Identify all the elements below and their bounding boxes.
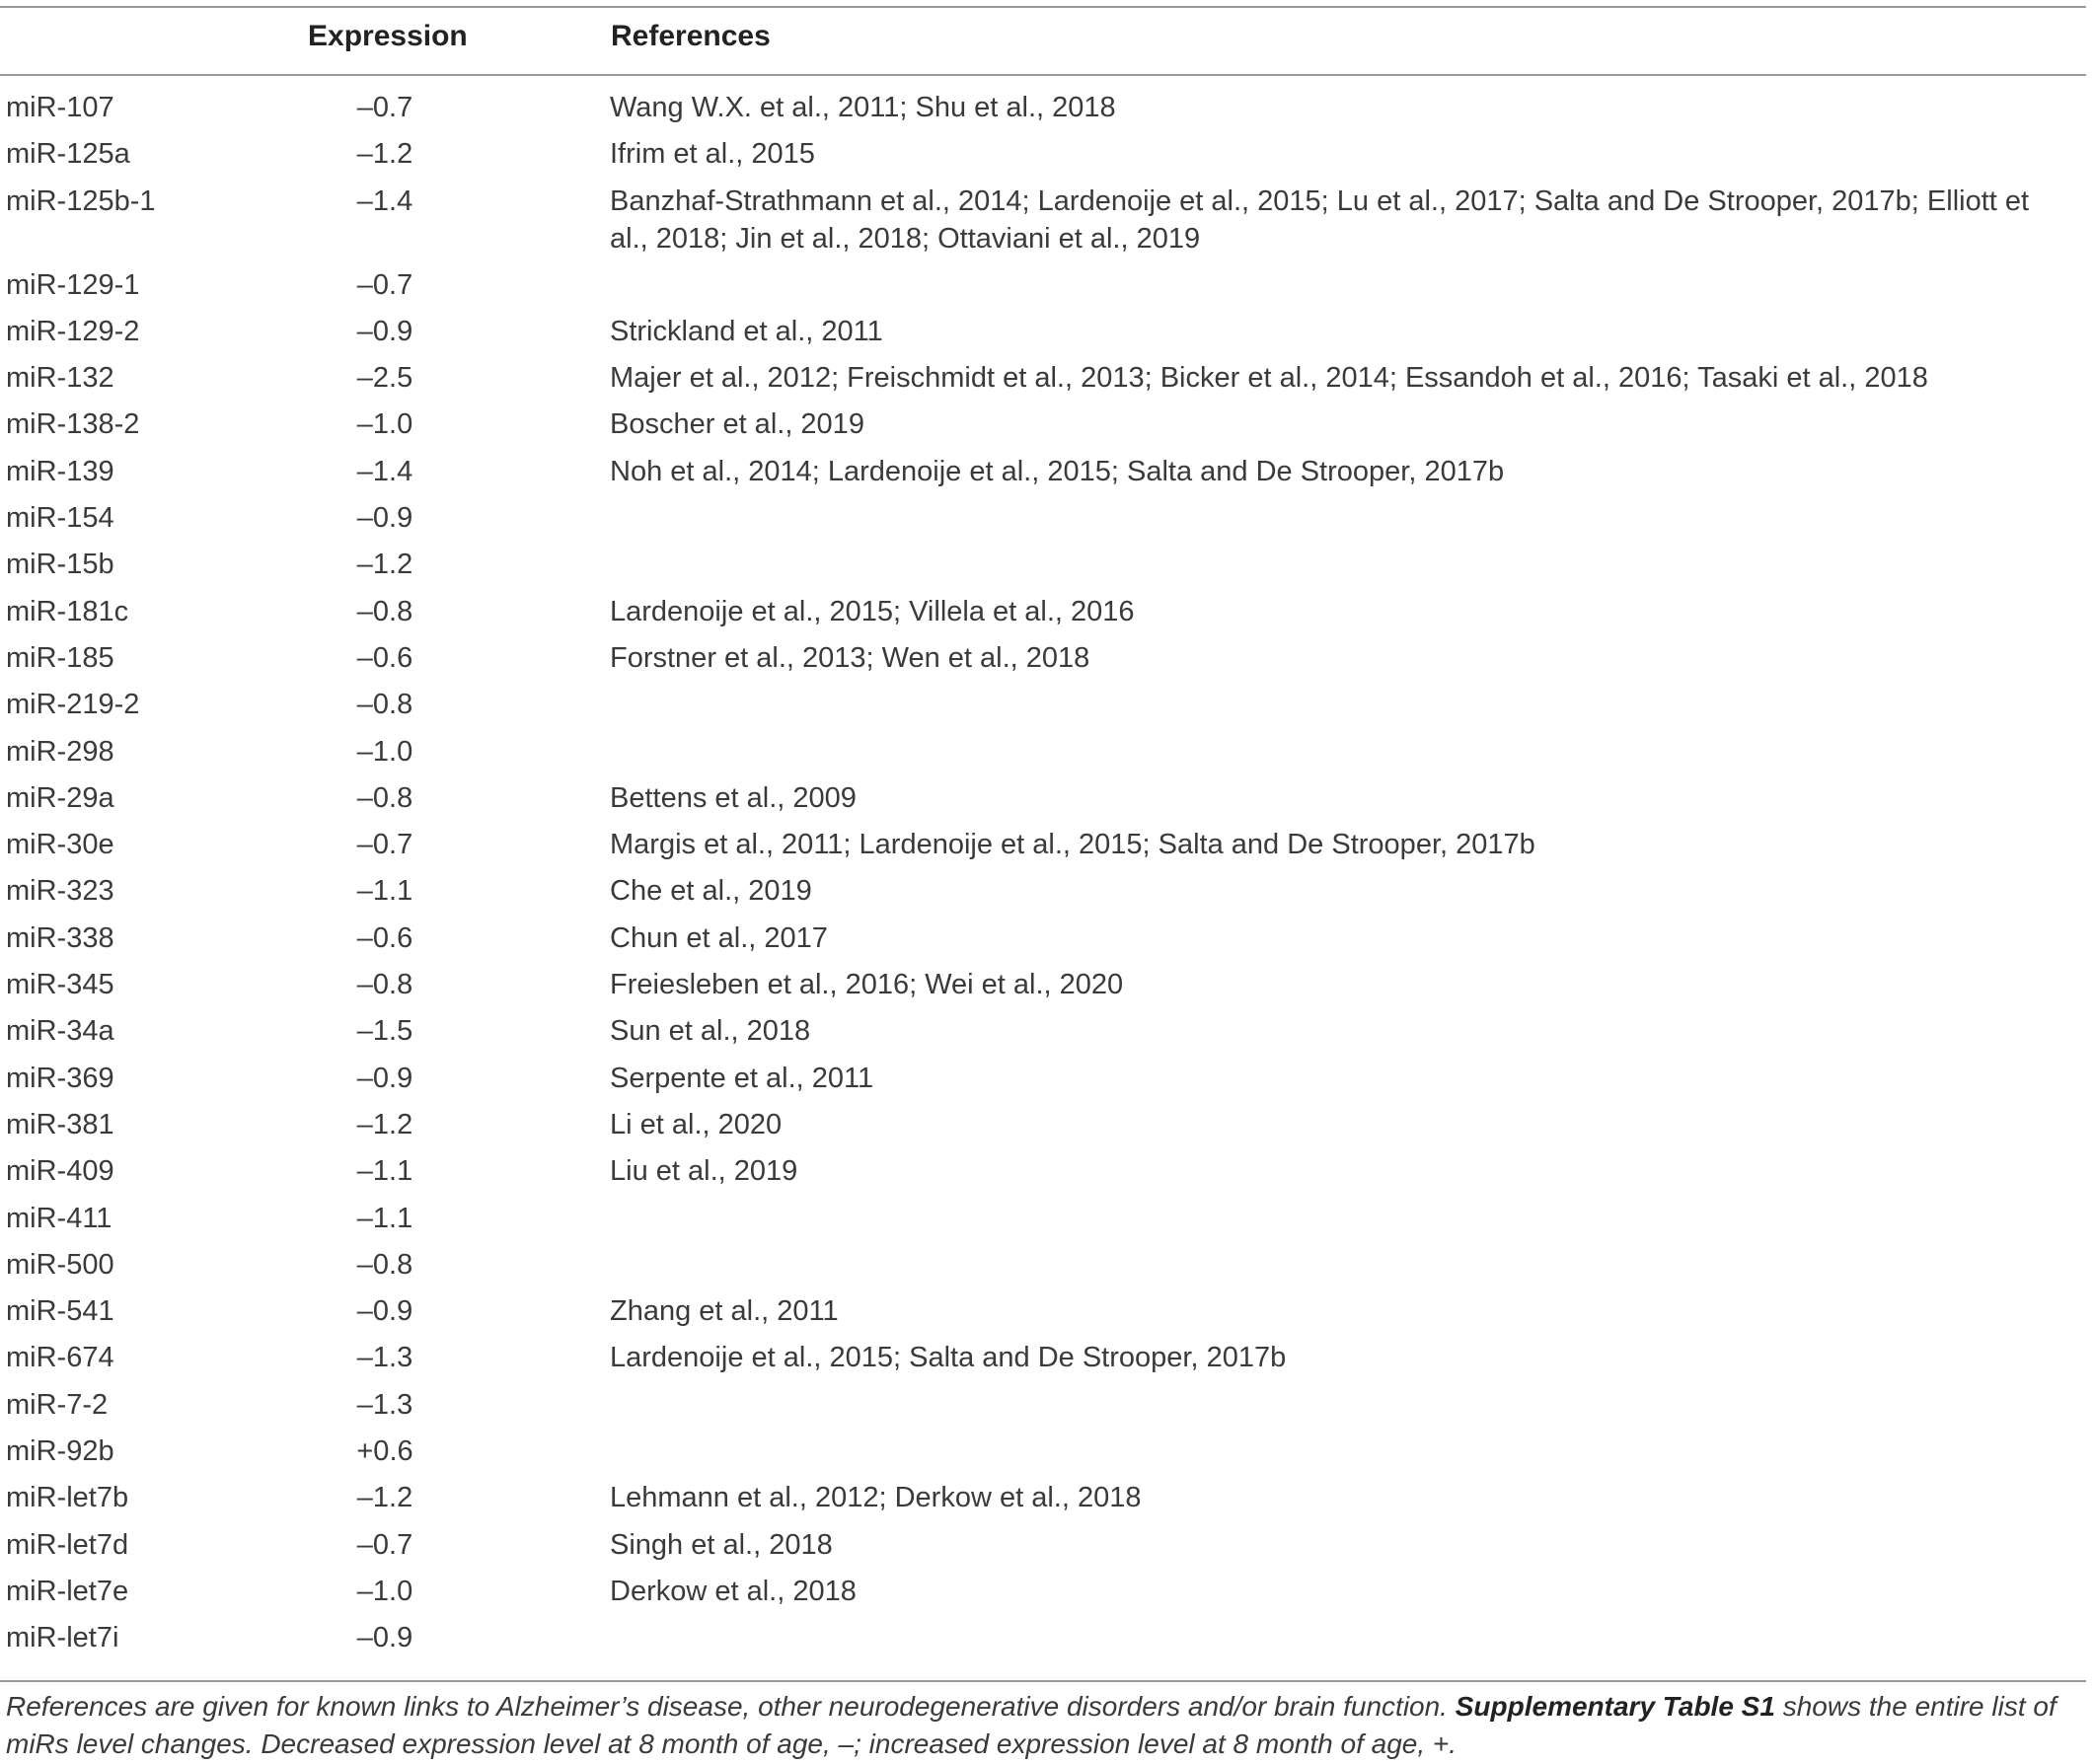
expression-cell: –1.2 — [356, 1108, 413, 1140]
expression-cell: –1.4 — [356, 455, 413, 487]
references-cell: Serpente et al., 2011 — [610, 1062, 874, 1094]
table-row — [0, 135, 2093, 182]
table-row — [0, 1106, 2093, 1152]
table-row — [0, 1292, 2093, 1339]
table-row — [0, 733, 2093, 779]
mirna-name-cell: miR-30e — [6, 829, 114, 861]
expression-cell: –0.6 — [356, 921, 413, 954]
mirna-name-cell: miR-345 — [6, 969, 114, 1001]
table-bottom-rule — [0, 1680, 2086, 1682]
references-cell: Forstner et al., 2013; Wen et al., 2018 — [610, 641, 1090, 674]
table-row — [0, 1012, 2093, 1059]
references-cell: Lardenoije et al., 2015; Salta and De Strooper, 2017b — [610, 1342, 1287, 1374]
table-footnote — [6, 1688, 2088, 1763]
references-cell: Liu et al., 2019 — [610, 1155, 798, 1188]
table-row — [0, 779, 2093, 826]
table-row — [0, 1060, 2093, 1106]
mirna-name-cell: miR-500 — [6, 1248, 114, 1281]
mirna-name-cell: miR-219-2 — [6, 689, 140, 721]
expression-cell: –0.8 — [356, 969, 413, 1001]
footnote-text-2: shows the entire list of miRs level changes. Decreased expression level at 8 month of age, –; increased expression level at 8 month of age, +. — [6, 1691, 2056, 1759]
expression-cell: –0.7 — [356, 829, 413, 861]
table-row — [0, 1573, 2093, 1619]
mirna-name-cell: miR-185 — [6, 641, 114, 674]
table-row — [0, 359, 2093, 405]
mirna-name-cell: miR-15b — [6, 549, 114, 581]
footnote-supplementary-link: Supplementary Table S1 — [1455, 1691, 1775, 1722]
table-row — [0, 1200, 2093, 1246]
references-cell: Zhang et al., 2011 — [610, 1295, 839, 1328]
mirna-name-cell: miR-323 — [6, 875, 114, 908]
table-row — [0, 1246, 2093, 1292]
table-header-rule — [0, 74, 2086, 76]
references-cell: Wang W.X. et al., 2011; Shu et al., 2018 — [610, 92, 1116, 123]
expression-cell: –0.8 — [356, 1248, 413, 1281]
expression-cell: –0.9 — [356, 1295, 413, 1328]
expression-cell: –0.7 — [356, 268, 413, 301]
table-row — [0, 313, 2093, 359]
references-cell: Derkow et al., 2018 — [610, 1575, 857, 1607]
table-row — [0, 919, 2093, 966]
expression-cell: –1.0 — [356, 408, 413, 441]
table-row — [0, 89, 2093, 135]
expression-cell: –1.3 — [356, 1388, 413, 1421]
table-row — [0, 453, 2093, 499]
expression-cell: –0.9 — [356, 1062, 413, 1094]
expression-cell: –1.1 — [356, 1202, 413, 1234]
mirna-name-cell: miR-541 — [6, 1295, 114, 1328]
mirna-name-cell: miR-154 — [6, 502, 114, 535]
expression-cell: –0.7 — [356, 1528, 413, 1561]
table-row — [0, 405, 2093, 452]
table-row — [0, 1433, 2093, 1479]
expression-cell: –1.4 — [356, 184, 413, 217]
expression-cell: –1.1 — [356, 875, 413, 908]
expression-cell: –1.2 — [356, 138, 413, 171]
references-cell: Noh et al., 2014; Lardenoije et al., 2015; Salta and De Strooper, 2017b — [610, 455, 1505, 487]
table-row — [0, 499, 2093, 546]
references-cell: Bettens et al., 2009 — [610, 781, 857, 814]
expression-cell: –0.6 — [356, 641, 413, 674]
header-references: References — [611, 20, 771, 52]
expression-cell: –2.5 — [356, 362, 413, 395]
table-row — [0, 546, 2093, 592]
expression-cell: –0.8 — [356, 595, 413, 627]
mirna-name-cell: miR-411 — [6, 1202, 112, 1234]
mirna-name-cell: miR-369 — [6, 1062, 114, 1094]
expression-cell: –1.2 — [356, 549, 413, 581]
mirna-name-cell: miR-107 — [6, 92, 114, 123]
mirna-name-cell: miR-let7i — [6, 1622, 119, 1654]
footnote-text-1: References are given for known links to Alzheimer’s disease, other neurodegenerative disorders and/or brain function. — [6, 1691, 1456, 1722]
mirna-name-cell: miR-29a — [6, 781, 114, 814]
table-row — [0, 826, 2093, 872]
references-cell: Li et al., 2020 — [610, 1108, 783, 1140]
mirna-name-cell: miR-381 — [6, 1108, 114, 1140]
references-cell: Lehmann et al., 2012; Derkow et al., 2018 — [610, 1482, 1142, 1514]
mirna-name-cell: miR-674 — [6, 1342, 114, 1374]
mirna-name-cell: miR-let7d — [6, 1528, 129, 1561]
expression-cell: +0.6 — [356, 1435, 413, 1468]
table-row — [0, 966, 2093, 1012]
references-cell: Ifrim et al., 2015 — [610, 138, 815, 171]
mirna-name-cell: miR-138-2 — [6, 408, 140, 441]
table-header-row — [0, 20, 2093, 63]
references-cell: Sun et al., 2018 — [610, 1015, 811, 1048]
mirna-name-cell: miR-7-2 — [6, 1388, 109, 1421]
expression-cell: –0.9 — [356, 315, 413, 347]
mirna-name-cell: miR-let7e — [6, 1575, 129, 1607]
expression-cell: –0.8 — [356, 781, 413, 814]
mirna-name-cell: miR-129-2 — [6, 315, 140, 347]
references-cell: Lardenoije et al., 2015; Villela et al., 2016 — [610, 595, 1135, 627]
mirna-name-cell: miR-181c — [6, 595, 129, 627]
mirna-name-cell: miR-125b-1 — [6, 184, 156, 217]
table-top-rule — [0, 6, 2086, 8]
table-row — [0, 266, 2093, 313]
mirna-name-cell: miR-139 — [6, 455, 114, 487]
expression-cell: –1.2 — [356, 1482, 413, 1514]
mirna-name-cell: miR-34a — [6, 1015, 114, 1048]
expression-cell: –0.7 — [356, 92, 413, 123]
expression-cell: –1.0 — [356, 1575, 413, 1607]
expression-cell: –1.5 — [356, 1015, 413, 1048]
references-cell: Banzhaf-Strathmann et al., 2014; Lardenoije et al., 2015; Lu et al., 2017; Salta and De Strooper, 2017b; Elliott et al., 2018; Jin et al., 2018; Ottaviani et al., 2019 — [610, 184, 2030, 255]
expression-cell: –1.3 — [356, 1342, 413, 1374]
table-row — [0, 639, 2093, 686]
table-row — [0, 1152, 2093, 1199]
expression-cell: –0.9 — [356, 502, 413, 535]
references-cell: Freiesleben et al., 2016; Wei et al., 2020 — [610, 969, 1124, 1001]
references-cell: Singh et al., 2018 — [610, 1528, 833, 1561]
mirna-name-cell: miR-298 — [6, 735, 114, 768]
mirna-name-cell: miR-let7b — [6, 1482, 129, 1514]
references-cell: Chun et al., 2017 — [610, 921, 828, 954]
expression-cell: –1.0 — [356, 735, 413, 768]
table-row — [0, 183, 2093, 266]
table-row — [0, 1619, 2093, 1665]
mirna-name-cell: miR-132 — [6, 362, 114, 395]
table-row — [0, 1339, 2093, 1385]
expression-cell: –0.9 — [356, 1622, 413, 1654]
expression-cell: –0.8 — [356, 689, 413, 721]
references-cell: Majer et al., 2012; Freischmidt et al., 2013; Bicker et al., 2014; Essandoh et al., 2016; Tasaki et al., 2018 — [610, 362, 1928, 395]
references-cell: Strickland et al., 2011 — [610, 315, 883, 347]
references-cell: Boscher et al., 2019 — [610, 408, 864, 441]
table-row — [0, 686, 2093, 732]
header-expression: Expression — [308, 20, 468, 52]
mirna-name-cell: miR-338 — [6, 921, 114, 954]
mirna-name-cell: miR-92b — [6, 1435, 114, 1468]
table-row — [0, 1386, 2093, 1433]
mirna-name-cell: miR-409 — [6, 1155, 114, 1188]
table-row — [0, 1526, 2093, 1573]
table-row — [0, 1479, 2093, 1525]
references-cell: Margis et al., 2011; Lardenoije et al., 2015; Salta and De Strooper, 2017b — [610, 829, 1535, 861]
expression-cell: –1.1 — [356, 1155, 413, 1188]
table-row — [0, 872, 2093, 919]
table-body — [0, 89, 2093, 1666]
references-cell: Che et al., 2019 — [610, 875, 812, 908]
mirna-name-cell: miR-125a — [6, 138, 130, 171]
mirna-name-cell: miR-129-1 — [6, 268, 140, 301]
table-row — [0, 593, 2093, 639]
